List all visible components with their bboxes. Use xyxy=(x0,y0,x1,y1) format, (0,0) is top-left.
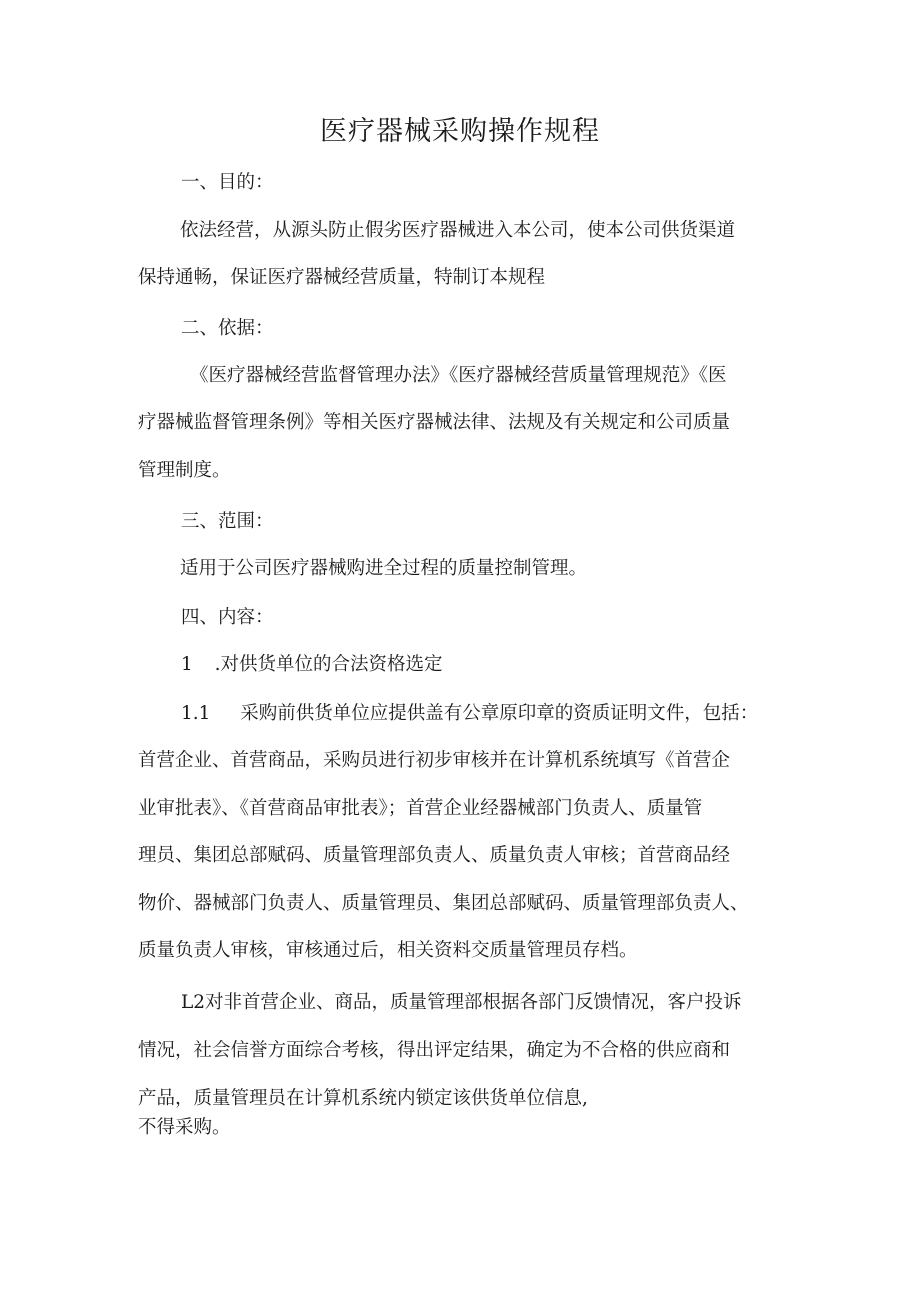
item-1-1-line-2: 首营企业、首营商品，采购员进行初步审核并在计算机系统填写《首营企 xyxy=(138,750,731,771)
item-1-1-line-5: 物价、器械部门负责人、质量管理员、集团总部赋码、质量管理部负责人、 xyxy=(138,893,749,914)
document-title: 医疗器械采购操作规程 xyxy=(320,116,600,147)
purpose-line-1: 依法经营，从源头防止假劣医疗器械进入本公司，使本公司供货渠道 xyxy=(180,220,736,241)
section-heading-content: 四、内容： xyxy=(181,607,274,628)
content-item-1-number: 1 xyxy=(181,654,193,675)
item-1-1-line-6: 质量负责人审核，审核通过后，相关资料交质量管理员存档。 xyxy=(138,940,638,961)
content-item-1 xyxy=(181,650,442,680)
item-1-2-line-1: L2对非首营企业、商品，质量管理部根据各部门反馈情况，客户投诉 xyxy=(181,992,742,1013)
item-1-2-line-2: 情况，社会信誉方面综合考核，得出评定结果，确定为不合格的供应商和 xyxy=(138,1040,731,1061)
item-1-1-line-1 xyxy=(181,699,758,729)
item-1-1-text: 采购前供货单位应提供盖有公章原印章的资质证明文件，包括： xyxy=(240,703,759,724)
item-1-2-line-3: 产品，质量管理员在计算机系统内锁定该供货单位信息, xyxy=(138,1088,588,1109)
basis-line-2: 疗器械监督管理条例》等相关医疗器械法律、法规及有关规定和公司质量 xyxy=(138,412,731,433)
section-heading-basis: 二、依据： xyxy=(181,318,274,339)
section-heading-scope: 三、范围： xyxy=(181,511,274,532)
scope-line-1: 适用于公司医疗器械购进全过程的质量控制管理。 xyxy=(180,558,588,579)
purpose-line-2: 保持通畅，保证医疗器械经营质量，特制订本规程 xyxy=(138,267,546,288)
item-1-1-line-3: 业审批表》、《首营商品审批表》；首营企业经器械部门负责人、质量管 xyxy=(138,798,703,819)
basis-line-3: 管理制度。 xyxy=(138,460,231,481)
item-1-1-number: 1.1 xyxy=(181,703,211,724)
content-item-1-title: .对供货单位的合法资格选定 xyxy=(214,654,443,675)
item-1-1-line-4: 理员、集团总部赋码、质量管理部负责人、质量负责人审核；首营商品经 xyxy=(138,845,731,866)
item-1-2-line-4: 不得采购。 xyxy=(138,1117,231,1138)
section-heading-purpose: 一、目的： xyxy=(181,172,274,193)
basis-line-1: 《医疗器械经营监督管理办法》《医疗器械经营质量管理规范》《医 xyxy=(190,365,727,386)
